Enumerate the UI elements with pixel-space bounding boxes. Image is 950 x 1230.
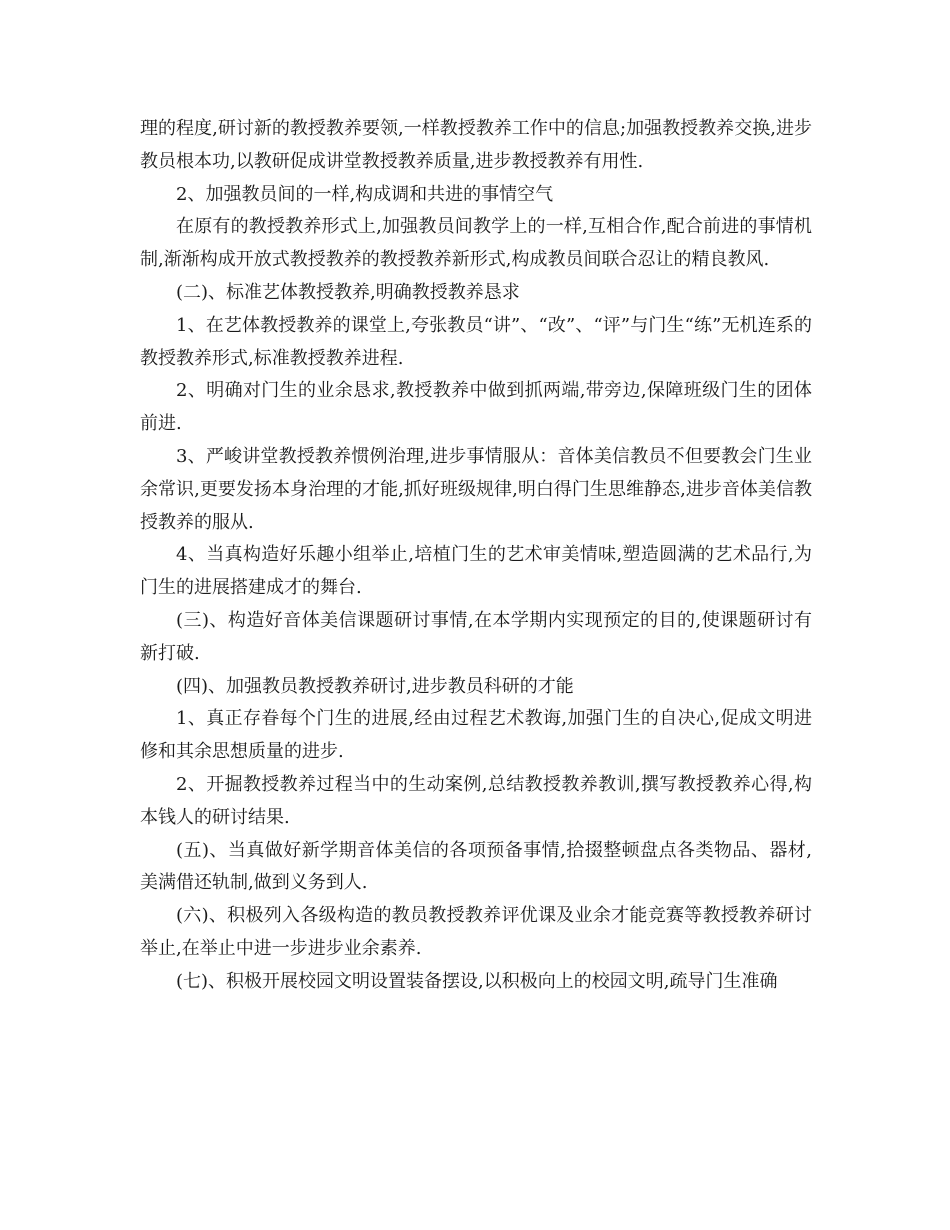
section-heading-7: (七)、积极开展校园文明设置装备摆设,以积极向上的校园文明,疏导门生准确 [176,970,778,992]
paragraph-12: 2、开掘教授教养过程当中的生动案例,总结教授教养教训,撰写教授教养心得,构本钱人的研讨结果. [140,773,812,828]
paragraph-7: 3、严峻讲堂教授教养惯例治理,进步事情服从：音体美信教员不但要教会门生业余常识,更要发扬本身治理的才能,抓好班级规律,明白得门生思维静态,进步音体美信教授教养的服从. [140,445,812,533]
paragraph-6: 2、明确对门生的业余恳求,教授教养中做到抓两端,带旁边,保障班级门生的团体前进. [140,380,812,435]
paragraph-2: 2、加强教员间的一样,构成调和共进的事情空气 [176,183,554,205]
section-heading-4: (四)、加强教员教授教养研讨,进步教员科研的才能 [176,675,574,697]
paragraph-8: 4、当真构造好乐趣小组举止,培植门生的艺术审美情味,塑造圆满的艺术品行,为门生的进展搭建成才的舞台. [140,544,812,599]
document-page [140,113,812,999]
paragraph-3: 在原有的教授教养形式上,加强教员间教学上的一样,互相合作,配合前进的事情机制,渐渐构成开放式教授教养的教授教养新形式,构成教员间联合忍让的精良教风. [140,216,812,271]
paragraph-1: 理的程度,研讨新的教授教养要领,一样教授教养工作中的信息;加强教授教养交换,进步教员根本功,以教研促成讲堂教授教养质量,进步教授教养有用性. [140,118,812,172]
paragraph-11: 1、真正存眷每个门生的进展,经由过程艺术教诲,加强门生的自决心,促成文明进修和其余思想质量的进步. [140,708,812,763]
section-heading-2: (二)、标准艺体教授教养,明确教授教养恳求 [176,281,520,303]
section-heading-5: (五)、当真做好新学期音体美信的各项预备事情,拾掇整顿盘点各类物品、器材,美满借还轨制,做到义务到人. [140,839,812,894]
section-heading-3: (三)、构造好音体美信课题研讨事情,在本学期内实现预定的目的,使课题研讨有新打破. [140,609,812,664]
paragraph-5: 1、在艺体教授教养的课堂上,夸张教员“讲”、“改”、“评”与门生“练”无机连系的教授教养形式,标准教授教养进程. [140,314,812,369]
section-heading-6: (六)、积极列入各级构造的教员教授教养评优课及业余才能竞赛等教授教养研讨举止,在举止中进一步进步业余素养. [140,905,812,959]
